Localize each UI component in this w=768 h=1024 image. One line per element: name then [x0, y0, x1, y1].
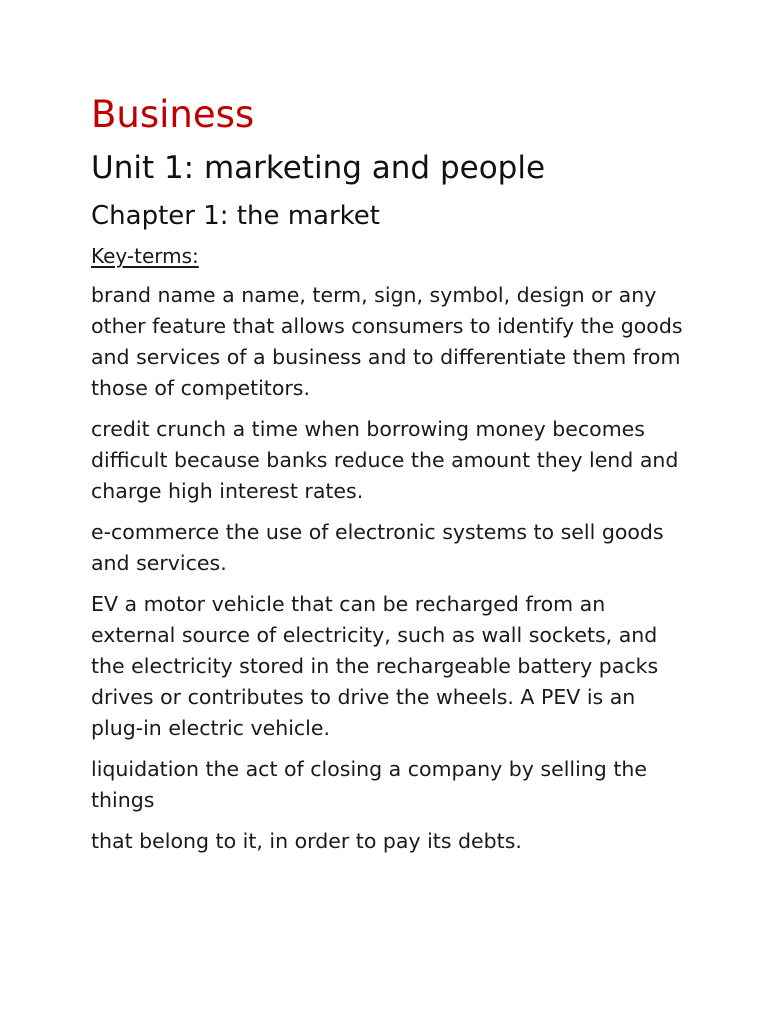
unit-heading: Unit 1: marketing and people [91, 150, 546, 186]
document-page [91, 92, 691, 867]
definition-credit-crunch: credit crunch a time when borrowing money becomes difficult because banks reduce the amount they lend and charge high interest rates. [91, 417, 679, 503]
definition-e-commerce: e-commerce the use of electronic systems to sell goods and services. [91, 520, 664, 575]
definition-liquidation: liquidation the act of closing a company by selling the things [91, 757, 647, 812]
definition-liquidation-continued: that belong to it, in order to pay its debts. [91, 829, 522, 853]
chapter-heading: Chapter 1: the market [91, 201, 380, 231]
definition-ev: EV a motor vehicle that can be recharged from an external source of electricity, such as wall sockets, and the electricity stored in the rechargeable battery packs drives or contributes to drive the wheels. A PEV is an plug-in electric vehicle. [91, 592, 659, 740]
document-title: Business [91, 93, 255, 136]
key-terms-label: Key-terms: [91, 244, 199, 268]
definition-brand-name: brand name a name, term, sign, symbol, design or any other feature that allows consumers to identify the goods and services of a business and to differentiate them from those of competitors. [91, 283, 683, 400]
